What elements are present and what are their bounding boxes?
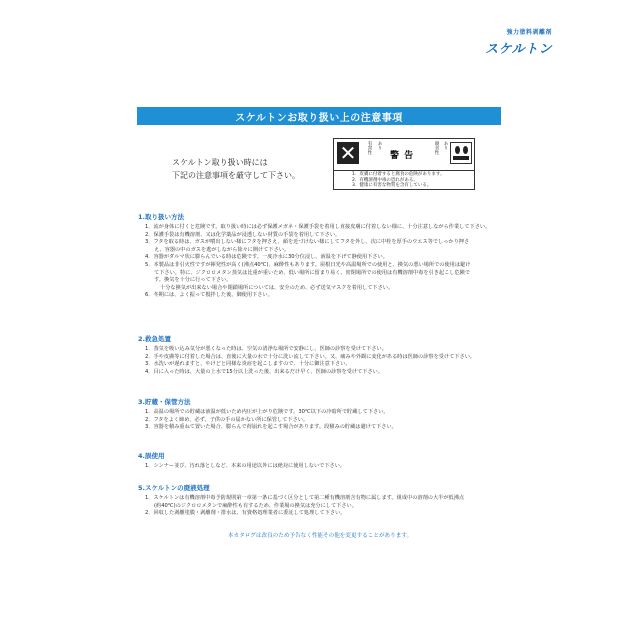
section-item: 2．フタをよく締め、必ず、子供の手の届かない所に保管して下さい。	[145, 416, 309, 423]
warning-list	[352, 172, 445, 189]
intro-line: スケルトン取り扱い時には	[172, 158, 268, 167]
title-banner: スケルトンお取り扱い上の注意事項	[137, 107, 501, 125]
section-item: 十分な換気が出来ない場合や閉鎖場所については、安全のため、必ず送気マスクを着用して下さい。	[160, 284, 394, 291]
warning-item: 3．健康に有害な物質を含有している。	[352, 183, 432, 189]
section-item: 3．水洗いが遅れますと、やけどと同様な炎症を起こしますので、十分に御注意下さい。	[145, 361, 351, 368]
section-item: 6．冬期には、よく振って撹拌した後、御使用下さい。	[145, 292, 273, 299]
section-storage	[138, 397, 518, 432]
section-item: 1．蒸気を吸い込み気分が悪くなった時は、空気の清浄な場所で安静にし、医師の診察を受けて下さい。	[145, 346, 387, 352]
section-item: 4．容器がダルマ状に膨らんでいる時は危険です。一度冷水に30分位浸し、液温を下げて静使用下さい。	[145, 254, 388, 261]
brand-name: スケルトン	[485, 42, 552, 57]
warning-item: 2．有機溶剤中毒の恐れがある。	[352, 177, 418, 183]
section-heading: 1.取り扱い方法	[138, 213, 184, 221]
footer-note: 本カタログは改良のため予告なく性能その他を変更することがあります。	[227, 533, 413, 539]
section-item: え、容器の中のガスを逃がしながら徐々に開けて下さい。	[154, 246, 290, 253]
section-item: 2．手や皮膚等に付着した場合は、直後に大量の水で十分に洗い流して下さい。又、痛みや外観に変化がある時は医師の診察を受けて下さい。	[145, 353, 476, 360]
warning-word: 警 告	[390, 151, 415, 161]
intro-line: 下記の注意事項を厳守して下さい。	[172, 171, 300, 180]
harmful-label-2: あり	[377, 141, 382, 150]
section-item: 5．本製品は非引火性ですが揮発性が高く(沸点40℃)、麻酔性もあります。屋根日光や高温場所での使用と、換気の悪い場所での使用は避け	[145, 261, 471, 268]
corrosive-hazard-icon	[450, 142, 472, 164]
warning-item: 1．皮膚に付着すると腐食の危険があります。	[352, 172, 445, 177]
harmful-label: 有害性	[367, 141, 372, 155]
section-heading: 2.救急処置	[138, 335, 171, 343]
brand-subtitle: 強力塗料剥離剤	[506, 29, 552, 36]
section-item: す。換気を十分に行って下さい。	[154, 277, 232, 284]
section-misuse	[138, 451, 518, 471]
corrosive-label: 腐食性	[434, 141, 439, 155]
section-item: 1．スケルトンは有機溶剤中毒予防規則第一章第一条に基づく区分として第二種有機溶剤含有物に属します。組成中の溶剤の大半が低沸点	[145, 495, 465, 501]
section-heading: 3.貯蔵・保管方法	[138, 398, 191, 406]
section-first-aid	[138, 334, 518, 376]
section-item: 3．フタを取る時は、ガスが噴出しない様にフタを押さえ、顔を近づけない様にしてフタを外し、次に中栓を厚手のウエス等でしっかり押さ	[145, 239, 470, 246]
section-item: 1．高温の場所での貯蔵は液温が低いため内圧が上がり危険です。30℃以下の冷暗所で貯蔵して下さい。	[145, 409, 389, 415]
section-waste-disposal	[138, 483, 518, 518]
section-item: 4．目に入った時は、大量の上水で15分以上洗った後、出来るだけ早く、医師の診察を受けて下さい。	[145, 368, 384, 375]
warning-label-top	[334, 139, 474, 171]
section-heading: 4.誤使用	[138, 452, 165, 460]
section-item: 2．回収した剥離塗膜・剥離剤・排水は、有資格処理業者に委託して処理して下さい。	[145, 510, 346, 517]
brand-header	[485, 27, 552, 57]
warning-label-box	[333, 138, 475, 190]
section-item: 3．容器を積み重ねて置いた場合、膨らんで荷崩れを起こす場合があります。段積みの貯蔵は避けて下さい。	[145, 424, 397, 431]
section-handling	[138, 212, 518, 300]
corrosive-label-2: あり	[443, 141, 448, 150]
section-item: 1．流が身体に付くと危険です。取り扱い時には必ず保護メガネ・保護手袋を着用し直接皮膚に付着しない様に、十分注意しながら作業して下さい。	[145, 224, 491, 230]
section-heading: 5.スケルトンの廃液処理	[138, 484, 210, 492]
intro-text	[172, 156, 300, 182]
harmful-hazard-icon: ✕	[337, 142, 359, 164]
section-item: て下さい。特に、ジクロロメタン蒸気は比重が重いため、低い場所に留まり易く、密閉場所での使用は有機溶剤中毒を引き起こし危険で	[154, 269, 471, 276]
section-item: 2．保護手袋は有機溶剤、又は化学薬品が浸透しない材質の手袋を着用して下さい。	[145, 231, 341, 238]
section-item: (約40℃)のジクロロメタンで麻酔性も有するため、作業場の換気は充分にして下さい。	[154, 502, 357, 509]
section-item: 1．シンナー並び、汚れ落としなど、本来の用途以外には絶対に使用しないで下さい。	[145, 463, 346, 469]
